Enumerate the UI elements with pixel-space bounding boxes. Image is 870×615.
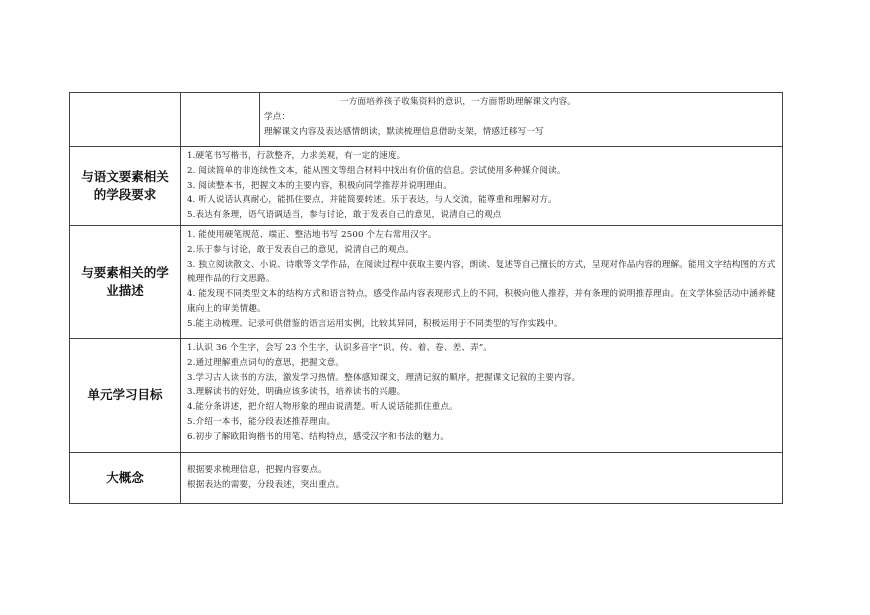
top-row: [70, 93, 783, 147]
list-item: 3.理解读书的好处，明确应该多读书，培养读书的兴趣。: [187, 387, 406, 398]
top-content-cell: [260, 93, 783, 147]
big-concept-row: [70, 452, 783, 503]
top-label-cell: [70, 93, 181, 147]
row-content: [181, 452, 783, 503]
list-item: 4. 能发现不同类型文本的结构方式和语言特点，感受作品内容表现形式上的不同，积极向他人推荐，并有条理的说明推荐理由。在文学体验活动中涵养健康向上的审美情趣。: [187, 289, 776, 314]
list-item: 1. 能使用硬笔规范、端正、整洁地书写 2500 个左右常用汉字。: [187, 229, 437, 240]
row-content: [181, 338, 783, 452]
list-item: 6.初步了解欧阳询楷书的用笔、结构特点，感受汉字和书法的魅力。: [187, 431, 450, 442]
row-content: [181, 225, 783, 338]
row-label-line: 的学段要求: [93, 186, 157, 202]
top-line: [264, 125, 776, 140]
list-item: 1.认识 36 个生字，会写 23 个生字，认识多音字“识、传、着、卷、差、弄”。: [187, 342, 493, 353]
list-item: 4. 听人说话认真耐心，能抓住要点，并能简要转述。乐于表达，与人交流，能尊重和理解对方。: [187, 195, 557, 206]
row-label-line: 业描述: [106, 282, 144, 298]
row-label: [70, 338, 181, 452]
document-table: [69, 92, 783, 504]
top-line: 一方面培养孩子收集资料的意识，一方面帮助理解课文内容。: [340, 97, 577, 107]
list-item: 5.介绍一本书，能分段表述推荐理由。: [187, 416, 336, 427]
list-item: 1.硬笔书写楷书，行款整齐，力求美观，有一定的速度。: [187, 151, 406, 161]
list-item: 根据要求梳理信息，把握内容要点。: [187, 465, 327, 476]
list-item: 3. 阅读整本书，把握文本的主要内容，积极向同学推荐并说明理由。: [187, 180, 452, 191]
top-line: 学点：: [264, 111, 291, 122]
row-label-line: 单元学习目标: [87, 387, 163, 403]
row-label-line: 与语文要素相关: [81, 168, 169, 184]
list-item: 2.乐于参与讨论，敢于发表自己的意见，说清自己的观点。: [187, 244, 415, 255]
top-line-text: 理解课文内容及表达感情朗读，默读梳理信息借助支架，情感迁移写一写: [264, 126, 544, 137]
requirement-row: [70, 147, 783, 226]
row-label: [70, 225, 181, 338]
description-row: [70, 225, 783, 338]
row-label: [70, 452, 181, 503]
unit-goal-row: [70, 338, 783, 452]
list-item: 2.通过理解重点词句的意思，把握文意。: [187, 357, 345, 368]
row-label-line: 大概念: [106, 469, 144, 485]
top-sub-cell: [181, 93, 260, 147]
list-item: 5.能主动梳理、记录可供借鉴的语言运用实例，比较其异同，积极运用于不同类型的写作实践中。: [187, 318, 563, 329]
list-item: 3.学习古人读书的方法，激发学习热情。整体感知课文，理清记叙的顺序，把握课文记叙的主要内容。: [187, 372, 581, 383]
row-label: [70, 147, 181, 226]
row-content: [181, 147, 783, 226]
list-item: 2. 阅读简单的非连续性文本，能从图文等组合材料中找出有价值的信息。尝试使用多种媒介阅读。: [187, 165, 566, 176]
list-item: 3. 独立阅读散文、小说、诗歌等文学作品，在阅读过程中获取主要内容，朗读、复述等自己擅长的方式，呈现对作品内容的理解。能用文字结构图的方式梳理作品的行文思路。: [187, 259, 776, 285]
list-item: 根据表达的需要，分段表述，突出重点。: [187, 479, 345, 490]
list-item: 4.能分条讲述，把介绍人物形象的理由说清楚。听人说话能抓住重点。: [187, 402, 458, 413]
list-item: 5.表达有条理，语气语调适当，参与讨论，敢于发表自己的意见，说清自己的观点: [187, 210, 502, 221]
row-label-line: 与要素相关的学: [81, 264, 169, 280]
